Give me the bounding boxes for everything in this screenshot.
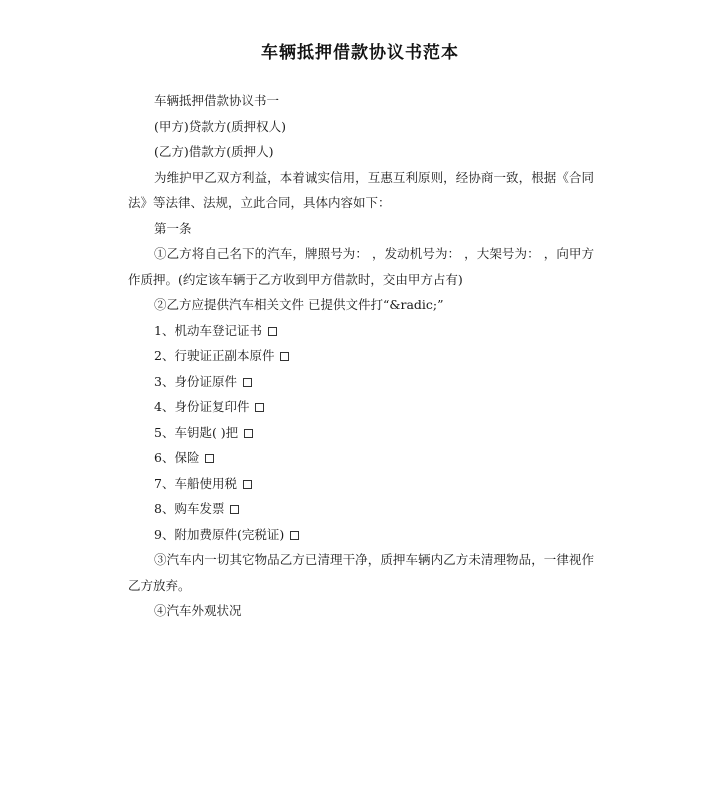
checklist-item-label: 3、身份证原件 bbox=[154, 373, 237, 389]
checklist-item bbox=[128, 343, 594, 369]
checkbox-icon bbox=[205, 454, 214, 463]
checkbox-icon bbox=[268, 327, 277, 336]
vehicle-pledge-paragraph: ①乙方将自己名下的汽车，牌照号为： ，发动机号为： ，大架号为： ，向甲方作质押。(约定该车辆于乙方收到甲方借款时，交由甲方占有) bbox=[128, 246, 594, 287]
document-title: 车辆抵押借款协议书范本 bbox=[261, 43, 459, 63]
checklist-item-label: 5、车钥匙( )把 bbox=[154, 424, 239, 440]
checklist-item-label: 7、车船使用税 bbox=[154, 475, 237, 491]
checklist-item bbox=[128, 471, 594, 497]
documents-provided-paragraph: ②乙方应提供汽车相关文件 已提供文件打“&radic;” bbox=[154, 297, 444, 312]
checklist-item-label: 6、保险 bbox=[154, 450, 200, 465]
checkbox-icon bbox=[255, 403, 264, 412]
checkbox-icon bbox=[230, 505, 239, 514]
checklist-item bbox=[128, 445, 594, 471]
checklist-item bbox=[128, 369, 594, 395]
agreement-subtitle: 车辆抵押借款协议书一 bbox=[154, 93, 280, 108]
checklist-item bbox=[128, 420, 594, 446]
checklist-item-label: 9、附加费原件(完税证) bbox=[154, 526, 285, 542]
article-one-heading: 第一条 bbox=[154, 220, 192, 236]
checklist-item-label: 2、行驶证正副本原件 bbox=[154, 348, 275, 363]
checklist-item-label: 8、购车发票 bbox=[154, 501, 225, 516]
checklist-item-label: 4、身份证复印件 bbox=[154, 399, 250, 414]
checklist-item bbox=[128, 318, 594, 344]
checklist-item bbox=[128, 522, 594, 548]
checklist-item bbox=[128, 394, 594, 420]
checkbox-icon bbox=[290, 531, 299, 540]
vehicle-exterior-heading: ④汽车外观状况 bbox=[154, 603, 242, 618]
party-b-line: (乙方)借款方(质押人) bbox=[154, 144, 274, 159]
party-a-line: (甲方)贷款方(质押权人) bbox=[154, 118, 287, 134]
checklist-item-label: 1、机动车登记证书 bbox=[154, 322, 262, 338]
checkbox-icon bbox=[280, 352, 289, 361]
preamble-paragraph: 为维护甲乙双方利益，本着诚实信用，互惠互利原则，经协商一致，根据《合同法》等法律、法规，立此合同，具体内容如下： bbox=[128, 169, 594, 210]
checklist-item bbox=[128, 496, 594, 522]
vehicle-contents-paragraph: ③汽车内一切其它物品乙方已清理干净，质押车辆内乙方未清理物品，一律视作乙方放弃。 bbox=[128, 552, 594, 593]
checkbox-icon bbox=[244, 429, 253, 438]
checkbox-icon bbox=[243, 378, 252, 387]
document-body bbox=[128, 88, 594, 624]
checkbox-icon bbox=[243, 480, 252, 489]
